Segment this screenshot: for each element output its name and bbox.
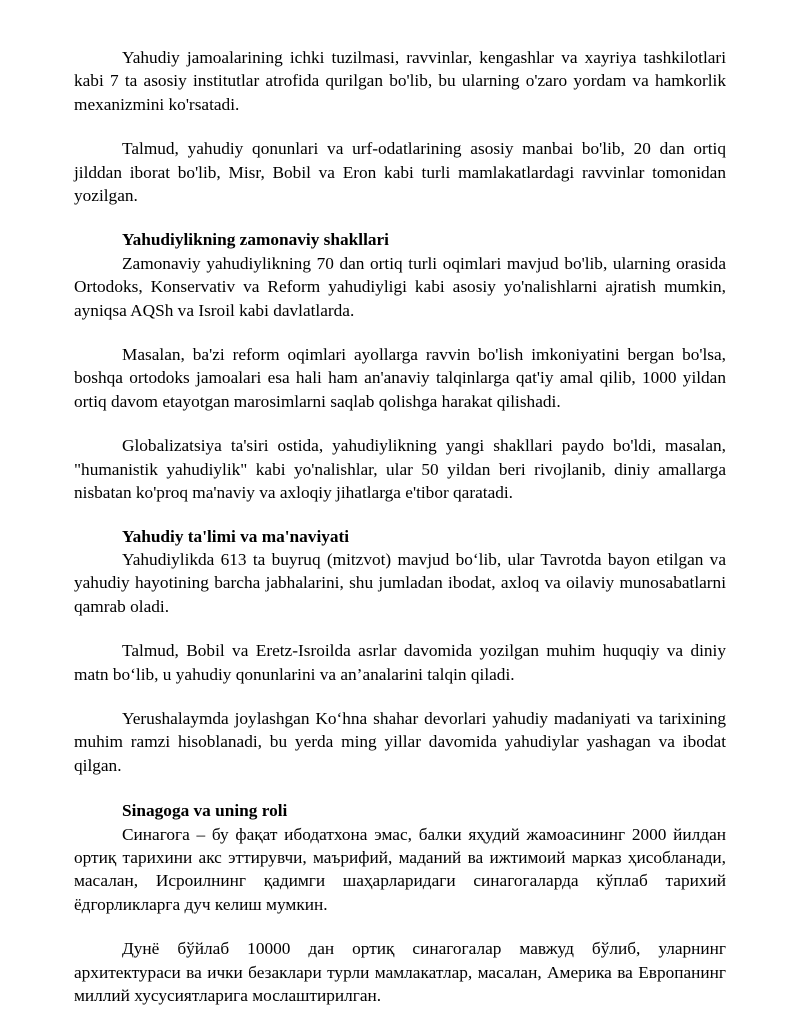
paragraph-talmud-text: Talmud, Bobil va Eretz-Isroilda asrlar davomida yozilgan muhim huquqiy va diniy matn bo‘lib, u yahudiy qonunlarini va an’analarini talqin qiladi. [74, 641, 726, 684]
heading-modern-forms: Yahudiylikning zamonaviy shakllari [122, 230, 389, 250]
paragraph-mitzvot: Yahudiylikda 613 ta buyruq (mitzvot) mavjud bo‘lib, ular Tavrotda bayon etilgan va yahudiy hayotining barcha jabhalarini, shu jumladan ibodat, axloq va oilaviy munosabatlarni qamrab oladi. [74, 549, 726, 616]
heading-education: Yahudiy ta'limi va ma'naviyati [122, 526, 350, 546]
paragraph-synagogue-role: Синагога – бу фақат ибодатхона эмас, балки яҳудий жамоасининг 2000 йилдан ортиқ тарихини акс эттирувчи, маърифий, маданий ва ижтимоий марказ ҳисобланади, масалан, Исроилнинг қадимги шаҳарларидаги синагогаларда кўплаб тарихий ёдгорликларга дуч келиш мумкин. [74, 824, 726, 914]
paragraph-globalization: Globalizatsiya ta'siri ostida, yahudiylikning yangi shakllari paydo bo'ldi, masalan, "humanistik yahudiylik" kabi yo'nalishlar, ular 50 yildan beri rivojlanib, diniy amallarga nisbatan ko'proq ma'naviy va axloqiy jihatlarga e'tibor qaratadi. [74, 436, 726, 503]
paragraph-jerusalem-walls: Yerushalaymda joylashgan Ko‘hna shahar devorlari yahudiy madaniyati va tarixining muhim ramzi hisoblanadi, bu yerda ming yillar davomida yahudiylar yashagan va ibodat qilgan. [74, 708, 726, 775]
paragraph-reform-orthodox: Masalan, ba'zi reform oqimlari ayollarga ravvin bo'lish imkoniyatini bergan bo'lsa, boshqa ortodoks jamoalari esa hali ham an'anaviy talqinlarga qat'iy amal qilib, 1000 yildan ortiq davom etayotgan marosimlarni saqlab qolishga harakat qilishadi. [74, 345, 726, 411]
paragraph-synagogues-worldwide: Дунё бўйлаб 10000 дан ортиқ синагогалар мавжуд бўлиб, уларнинг архитектураси ва ички безаклари турли мамлакатлар, масалан, Америка ва Европанинг миллий хусусиятларига мослаштирилган. [74, 939, 726, 1005]
section-education [74, 525, 726, 778]
paragraph-community-structure: Yahudiy jamoalarining ichki tuzilmasi, ravvinlar, kengashlar va xayriya tashkilotlari kabi 7 ta asosiy institutlar atrofida qurilgan bo'lib, bu ularning o'zaro yordam va hamkorlik mexanizmini ko'rsatadi. [74, 48, 726, 114]
section-modern-forms [74, 228, 726, 504]
heading-synagogue: Sinagoga va uning roli [122, 801, 288, 821]
paragraph-talmud-volumes: Talmud, yahudiy qonunlari va urf-odatlarining asosiy manbai bo'lib, 20 dan ortiq jilddan iborat bo'lib, Misr, Bobil va Eron kabi turli mamlakatlardagi ravvinlar tomonidan yozilgan. [74, 139, 726, 206]
section-synagogue [74, 799, 726, 1007]
paragraph-modern-movements: Zamonaviy yahudiylikning 70 dan ortiq turli oqimlari mavjud bo'lib, ularning orasida Ortodoks, Konservativ va Reform yahudiyligi kabi asosiy yo'nalishlarni ajratish mumkin, ayniqsa AQSh va Isroil kabi davlatlarda. [74, 253, 726, 320]
document-page [74, 46, 726, 1007]
